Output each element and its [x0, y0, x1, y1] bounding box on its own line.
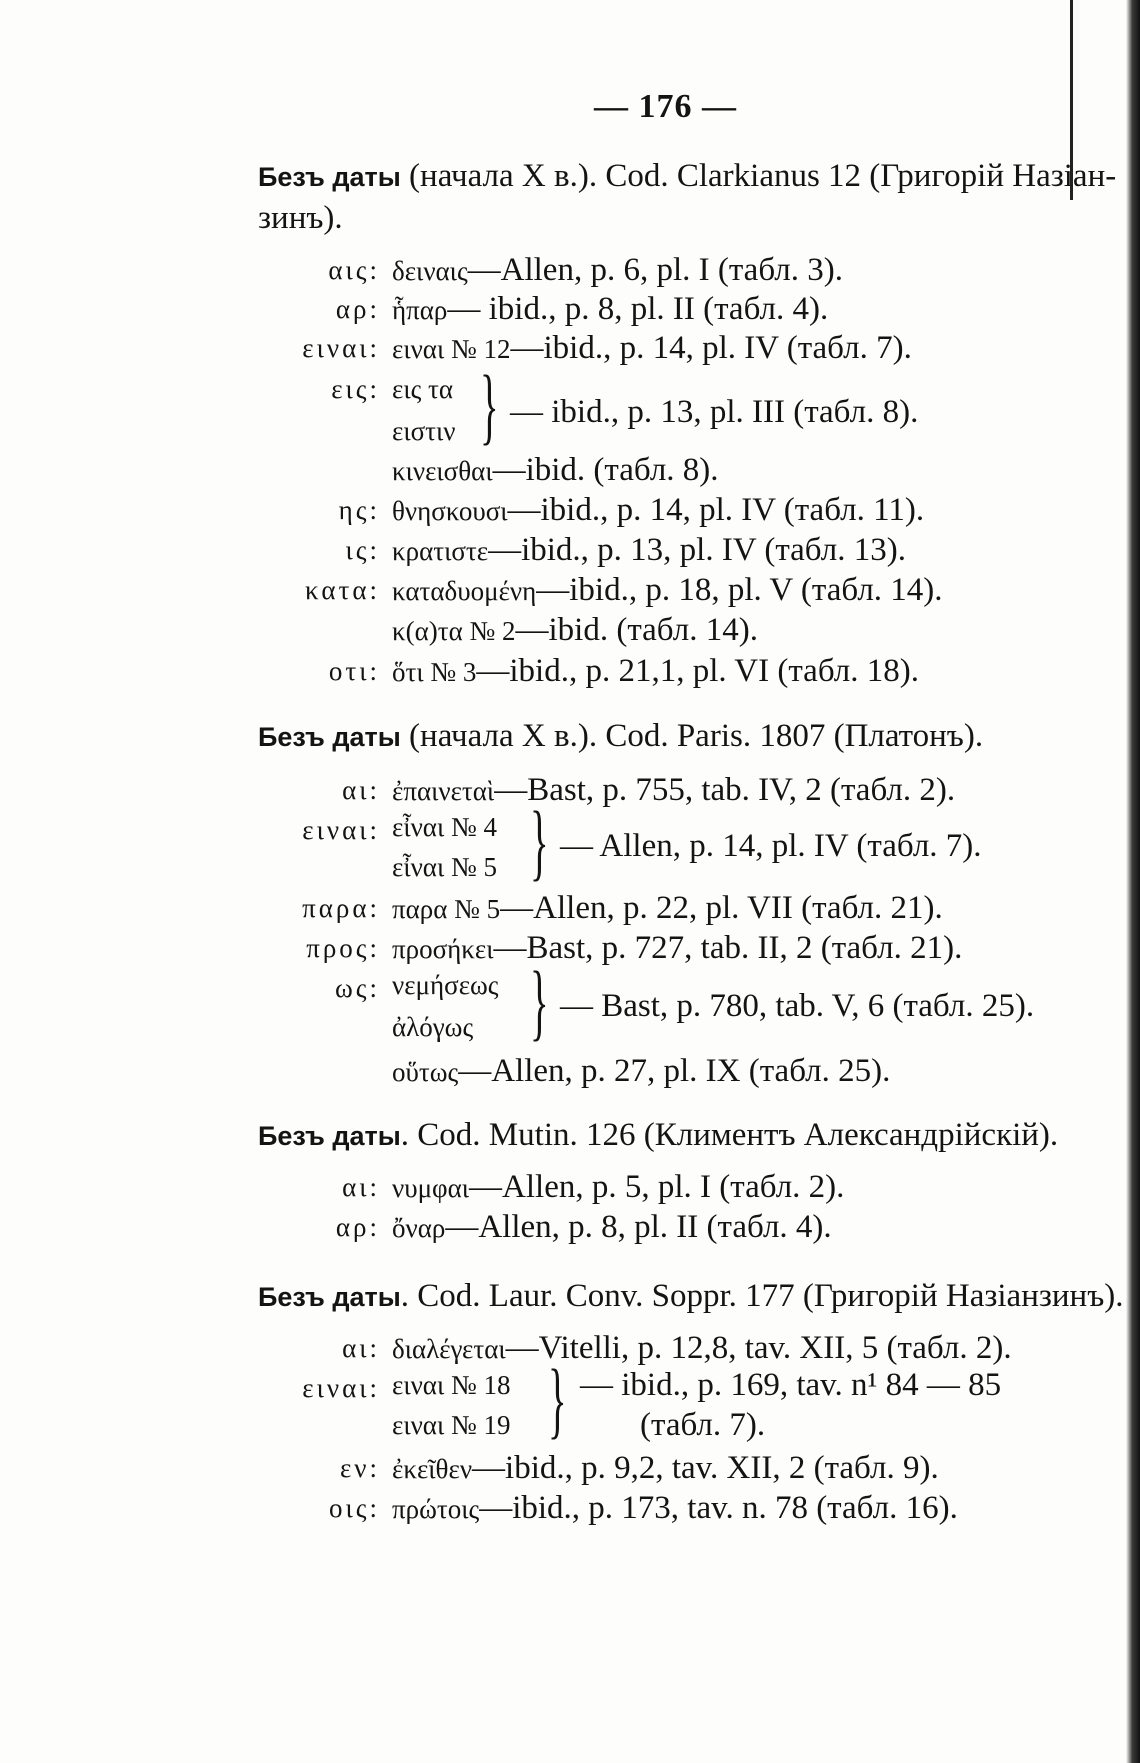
entry	[392, 772, 955, 809]
entry-ref: —ibid., p. 9,2, tav. XII, 2 (табл. 9).	[472, 1450, 939, 1486]
entry-greek: προσήκει	[392, 934, 494, 964]
entry	[392, 452, 719, 489]
entry-ref: — Allen, p. 14, pl. IV (табл. 7).	[560, 828, 982, 864]
entry-ref: — ibid., p. 169, tav. n¹ 84 — 85	[580, 1367, 1002, 1403]
entry	[392, 492, 924, 529]
entry-greek: κ(α)τα № 2	[392, 616, 516, 646]
entry-label: ειναι:	[302, 1373, 380, 1403]
entry-greek: νυμφαι	[392, 1173, 470, 1203]
entry-ref: —ibid. (табл. 8).	[492, 452, 719, 488]
entry-greek-2: ἀλόγως	[392, 1012, 474, 1042]
entry-greek: ὅτι № 3	[392, 657, 477, 687]
entry-greek: ἐπαινεταὶ	[392, 776, 495, 806]
entry	[392, 1169, 844, 1206]
entry-ref: —ibid., p. 18, pl. V (табл. 14).	[536, 572, 943, 608]
entry-greek: καταδυομένη	[392, 576, 537, 606]
entry-label: αις:	[328, 255, 380, 285]
entry-label: αι:	[342, 1172, 380, 1202]
entry	[392, 653, 919, 690]
entry	[392, 532, 906, 569]
entry-greek: θνησκουσι	[392, 496, 508, 526]
entry-ref: —Allen, p. 27, pl. IX (табл. 25).	[458, 1053, 891, 1089]
entry-label: εις:	[331, 374, 380, 404]
entry-ref: —Allen, p. 8, pl. II (табл. 4).	[445, 1209, 832, 1245]
entry-greek: ὄναρ	[392, 1213, 446, 1243]
section-1-heading-date: Безъ даты	[258, 162, 401, 192]
entry-label: οις:	[329, 1493, 380, 1523]
section-4-heading	[258, 1278, 1124, 1315]
entry-greek-2: ειστιν	[392, 416, 456, 446]
entry-greek: ειναι № 18	[392, 1370, 511, 1400]
entry-ref: —ibid., p. 14, pl. IV (табл. 7).	[510, 330, 912, 366]
entry-label: αρ:	[335, 1212, 380, 1242]
entry-ref: —ibid., p. 173, tav. n. 78 (табл. 16).	[479, 1490, 958, 1526]
section-2-heading-date: Безъ даты	[258, 722, 401, 752]
entry-ref: —Allen, p. 5, pl. I (табл. 2).	[469, 1169, 845, 1205]
section-3-heading-date: Безъ даты	[258, 1121, 401, 1151]
entry	[392, 330, 912, 367]
entry-ref: —Allen, p. 6, pl. I (табл. 3).	[467, 252, 843, 288]
entry-greek: κρατιστε	[392, 536, 489, 566]
section-2-heading	[258, 718, 983, 755]
entry-ref: —Vitelli, p. 12,8, tav. XII, 5 (табл. 2).	[505, 1330, 1012, 1366]
section-2-heading-text: (начала X в.). Cod. Paris. 1807 (Платонъ).	[400, 718, 984, 754]
entry-ref: —Bast, p. 755, tab. IV, 2 (табл. 2).	[494, 772, 956, 808]
entry	[392, 1490, 958, 1527]
entry-ref: —ibid., p. 21,1, pl. VI (табл. 18).	[476, 653, 919, 689]
entry-greek: κινεισθαι	[392, 456, 493, 486]
page-edge-shadow	[1126, 0, 1140, 1763]
entry	[392, 930, 962, 967]
entry-label: ις:	[345, 535, 380, 565]
entry-ref: —Bast, p. 727, tab. II, 2 (табл. 21).	[493, 930, 963, 966]
section-1-heading-cont: зинъ).	[258, 200, 343, 236]
entry	[392, 291, 828, 328]
entry-greek: ἧπαρ	[392, 295, 448, 325]
brace: }	[530, 953, 549, 1049]
entry-greek: δειναις	[392, 256, 468, 286]
entry-label: παρα:	[302, 893, 380, 923]
entry	[392, 1209, 832, 1246]
brace: }	[530, 793, 549, 889]
entry-greek: εις τα	[392, 374, 454, 404]
entry	[392, 1450, 939, 1487]
entry-ref: — ibid., p. 8, pl. II (табл. 4).	[447, 291, 829, 327]
brace: }	[548, 1351, 567, 1447]
entry-greek: νεμήσεως	[392, 970, 499, 1000]
entry-label: προς:	[306, 933, 380, 963]
section-3-heading	[258, 1117, 1058, 1154]
entry-greek: διαλέγεται	[392, 1334, 506, 1364]
entry-ref: —ibid., p. 14, pl. IV (табл. 11).	[507, 492, 925, 528]
entry	[392, 612, 758, 649]
entry	[392, 1053, 890, 1090]
entry-greek: πρώτοις	[392, 1494, 480, 1524]
entry-ref: —ibid. (табл. 14).	[515, 612, 758, 648]
entry-label: αρ:	[335, 294, 380, 324]
entry-ref-2: (табл. 7).	[640, 1407, 766, 1443]
section-3-heading-text: . Cod. Mutin. 126 (Климентъ Александрійскій).	[400, 1117, 1059, 1153]
entry	[392, 572, 943, 609]
section-4-heading-date: Безъ даты	[258, 1282, 401, 1312]
entry-greek-2: ειναι № 19	[392, 1410, 511, 1440]
entry-label: ως:	[335, 973, 380, 1003]
entry-ref: — Bast, p. 780, tab. V, 6 (табл. 25).	[560, 988, 1035, 1024]
entry-greek: παρα № 5	[392, 894, 501, 924]
entry-label: ειναι:	[302, 333, 380, 363]
entry-label: αι:	[342, 1333, 380, 1363]
section-1-heading	[258, 158, 1116, 195]
entry-greek: οὕτως	[392, 1057, 459, 1087]
entry	[392, 890, 943, 927]
entry-ref: — ibid., p. 13, pl. III (табл. 8).	[510, 394, 919, 430]
entry-ref: —Allen, p. 22, pl. VII (табл. 21).	[500, 890, 943, 926]
entry-greek: ειναι № 12	[392, 334, 511, 364]
entry-label: αι:	[342, 775, 380, 805]
entry	[392, 1330, 1012, 1367]
entry-label: οτι:	[328, 656, 380, 686]
entry-label: εν:	[339, 1453, 380, 1483]
entry-label: ης:	[338, 495, 380, 525]
entry-greek-2: εἶναι № 5	[392, 852, 497, 882]
entry-greek: ἐκεῖθεν	[392, 1454, 473, 1484]
entry-greek: εἶναι № 4	[392, 812, 497, 842]
brace: }	[480, 357, 499, 453]
entry	[392, 252, 843, 289]
entry-ref: —ibid., p. 13, pl. IV (табл. 13).	[488, 532, 906, 568]
entry-label: ειναι:	[302, 815, 380, 845]
page-number: — 176 —	[594, 88, 737, 125]
entry-label: κατα:	[304, 575, 380, 605]
section-4-heading-text: . Cod. Laur. Conv. Soppr. 177 (Григорій Назіанзинъ).	[400, 1278, 1124, 1314]
section-1-heading-text: (начала X в.). Cod. Clarkianus 12 (Григорій Назіан-	[400, 158, 1117, 194]
